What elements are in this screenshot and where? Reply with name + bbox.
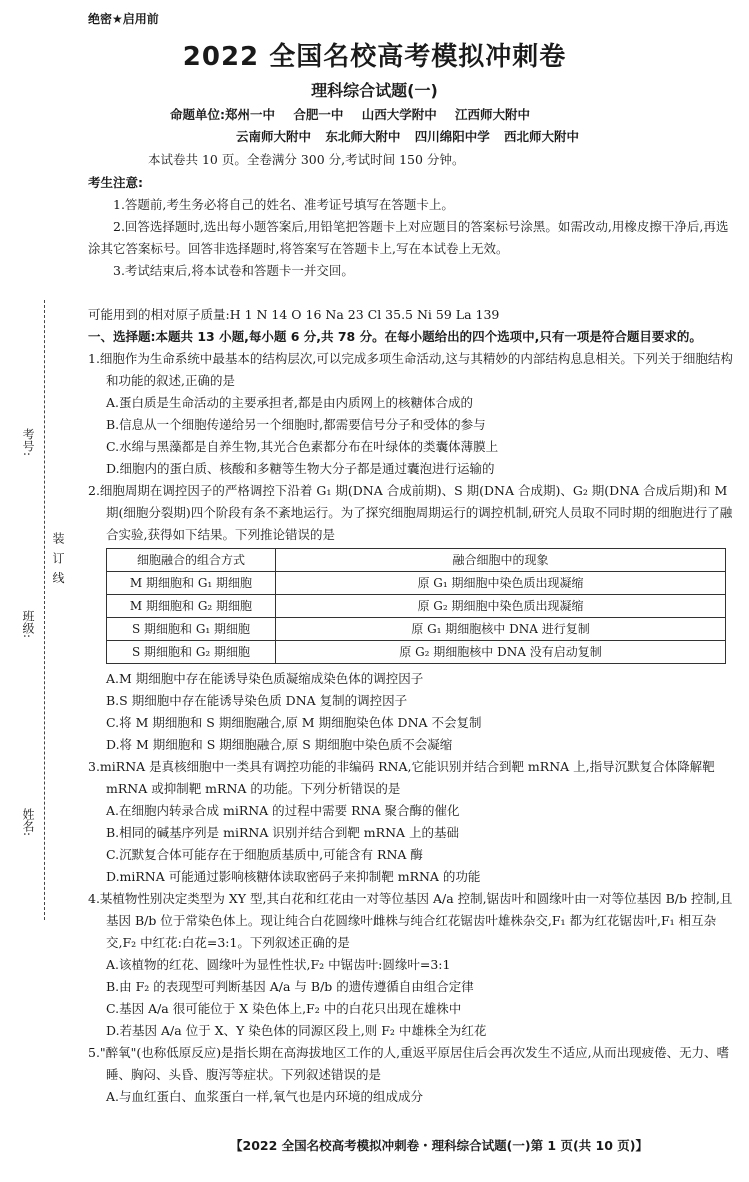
question-1 (88, 348, 738, 480)
exam-content (88, 172, 738, 1108)
class-label: 班级: (21, 610, 35, 639)
binding-margin (0, 0, 80, 1182)
table-row (107, 618, 726, 641)
notice-heading: 考生注意: (88, 175, 143, 190)
question-option: A.该植物的红花、圆缘叶为显性性状,F₂ 中锯齿叶:圆缘叶=3:1 (106, 957, 451, 972)
exam-subtitle: 理科综合试题(一) (311, 81, 438, 100)
question-option: D.miRNA 可能通过影响核糖体读取密码子来抑制靶 mRNA 的功能 (106, 869, 481, 884)
question-option: C.将 M 期细胞和 S 期细胞融合,原 M 期细胞染色体 DNA 不会复制 (106, 715, 482, 730)
secret-mark: 绝密★启用前 (88, 12, 159, 26)
question-option: A.在细胞内转录合成 miRNA 的过程中需要 RNA 聚合酶的催化 (106, 803, 460, 818)
notice-item: 2.回答选择题时,选出每小题答案后,用铅笔把答题卡上对应题目的答案标号涂黑。如需改动,用橡皮擦干净后,再选涂其它答案标号。回答非选择题时,将答案写在答题卡上,写在本试卷上无效。 (88, 219, 729, 256)
table-cell: M 期细胞和 G₁ 期细胞 (107, 572, 276, 595)
question-stem: 1.细胞作为生命系统中最基本的结构层次,可以完成多项生命活动,这与其精妙的内部结构息息相关。下列关于细胞结构和功能的叙述,正确的是 (88, 351, 733, 388)
binding-dashed-line (44, 300, 45, 920)
table-cell: 原 G₂ 期细胞核中 DNA 没有启动复制 (276, 641, 726, 664)
notice-item: 1.答题前,考生务必将自己的姓名、准考证号填写在答题卡上。 (113, 197, 454, 212)
table-header: 融合细胞中的现象 (276, 549, 726, 572)
section-heading: 一、选择题:本题共 13 小题,每小题 6 分,共 78 分。在每小题给出的四个选项中,只有一项是符合题目要求的。 (88, 329, 702, 344)
question-stem: 3.miRNA 是真核细胞中一类具有调控功能的非编码 RNA,它能识别并结合到靶 mRNA 上,指导沉默复合体降解靶 mRNA 或抑制靶 mRNA 的功能。下列分析错误的是 (88, 759, 715, 796)
table-header-row (107, 549, 726, 572)
question-5 (88, 1042, 738, 1108)
binding-line-text: 装 订 线 (51, 532, 65, 586)
question-stem: 2.细胞周期在调控因子的严格调控下沿着 G₁ 期(DNA 合成前期)、S 期(DNA 合成期)、G₂ 期(DNA 合成后期)和 M 期(细胞分裂期)四个阶段有条不紊地运行。为了探究细胞周期运行的调控机制,研究人员取不同时期的细胞进行了融合实验,获得如下结果。下列推论错误的是 (88, 483, 733, 542)
authoring-units-line2: 云南师大附中 东北师大附中 四川绵阳中学 西北师大附中 (236, 129, 580, 144)
question-option: C.基因 A/a 很可能位于 X 染色体上,F₂ 中的白花只出现在雄株中 (106, 1001, 462, 1016)
question-stem: 4.某植物性别决定类型为 XY 型,其白花和红花由一对等位基因 A/a 控制,锯齿叶和圆缘叶由一对等位基因 B/b 控制,且基因 B/b 位于常染色体上。现让纯合白花圆缘叶雌株与纯合红花锯齿叶雄株杂交,F₁ 都为红花锯齿叶,F₁ 相互杂交,F₂ 中红花:白花=3:1。下列叙述正确的是 (88, 891, 733, 950)
exam-number-label: 考号: (21, 428, 35, 457)
table-cell: S 期细胞和 G₁ 期细胞 (107, 618, 276, 641)
name-label: 姓名: (21, 808, 35, 837)
question-option: A.M 期细胞中存在能诱导染色质凝缩成染色体的调控因子 (106, 671, 424, 686)
question-option: B.由 F₂ 的表现型可判断基因 A/a 与 B/b 的遗传遵循自由组合定律 (106, 979, 474, 994)
question-option: A.与血红蛋白、血浆蛋白一样,氧气也是内环境的组成成分 (106, 1089, 423, 1104)
question-option: B.信息从一个细胞传递给另一个细胞时,都需要信号分子和受体的参与 (106, 417, 486, 432)
table-cell: 原 G₂ 期细胞中染色质出现凝缩 (276, 595, 726, 618)
authoring-units-line1: 命题单位:郑州一中 合肥一中 山西大学附中 江西师大附中 (170, 107, 531, 122)
notice-item: 3.考试结束后,将本试卷和答题卡一并交回。 (113, 263, 354, 278)
question-option: D.细胞内的蛋白质、核酸和多糖等生物大分子都是通过囊泡进行运输的 (106, 461, 495, 476)
exam-intro: 本试卷共 10 页。全卷满分 300 分,考试时间 150 分钟。 (148, 152, 465, 167)
question-option: C.沉默复合体可能存在于细胞质基质中,可能含有 RNA 酶 (106, 847, 423, 862)
table-row (107, 641, 726, 664)
table-header: 细胞融合的组合方式 (107, 549, 276, 572)
question-4 (88, 888, 738, 1042)
table-row (107, 572, 726, 595)
cell-fusion-table (106, 548, 726, 664)
question-option: D.若基因 A/a 位于 X、Y 染色体的同源区段上,则 F₂ 中雄株全为红花 (106, 1023, 487, 1038)
table-cell: S 期细胞和 G₂ 期细胞 (107, 641, 276, 664)
question-option: B.相同的碱基序列是 miRNA 识别并结合到靶 mRNA 上的基础 (106, 825, 460, 840)
table-cell: M 期细胞和 G₂ 期细胞 (107, 595, 276, 618)
question-option: A.蛋白质是生命活动的主要承担者,都是由内质网上的核糖体合成的 (106, 395, 473, 410)
question-2 (88, 480, 738, 756)
table-cell: 原 G₁ 期细胞核中 DNA 进行复制 (276, 618, 726, 641)
page-footer: 【2022 全国名校高考模拟冲刺卷・理科综合试题(一)第 1 页(共 10 页)】 (230, 1138, 648, 1153)
question-option: C.水绵与黑藻都是自养生物,其光合色素都分布在叶绿体的类囊体薄膜上 (106, 439, 499, 454)
exam-number-field[interactable] (20, 428, 37, 456)
table-row (107, 595, 726, 618)
class-field[interactable] (20, 610, 37, 638)
question-option: B.S 期细胞中存在能诱导染色质 DNA 复制的调控因子 (106, 693, 408, 708)
atomic-masses: 可能用到的相对原子质量:H 1 N 14 O 16 Na 23 Cl 35.5 Ni 59 La 139 (88, 307, 500, 322)
question-3 (88, 756, 738, 888)
table-cell: 原 G₁ 期细胞中染色质出现凝缩 (276, 572, 726, 595)
question-option: D.将 M 期细胞和 S 期细胞融合,原 S 期细胞中染色质不会凝缩 (106, 737, 453, 752)
name-field[interactable] (20, 808, 37, 836)
exam-title: 2022 全国名校高考模拟冲刺卷 (182, 42, 567, 72)
question-stem: 5."醉氧"(也称低原反应)是指长期在高海拔地区工作的人,重返平原居住后会再次发生不适应,从而出现疲倦、无力、嗜睡、胸闷、头昏、腹泻等症状。下列叙述错误的是 (88, 1045, 730, 1082)
